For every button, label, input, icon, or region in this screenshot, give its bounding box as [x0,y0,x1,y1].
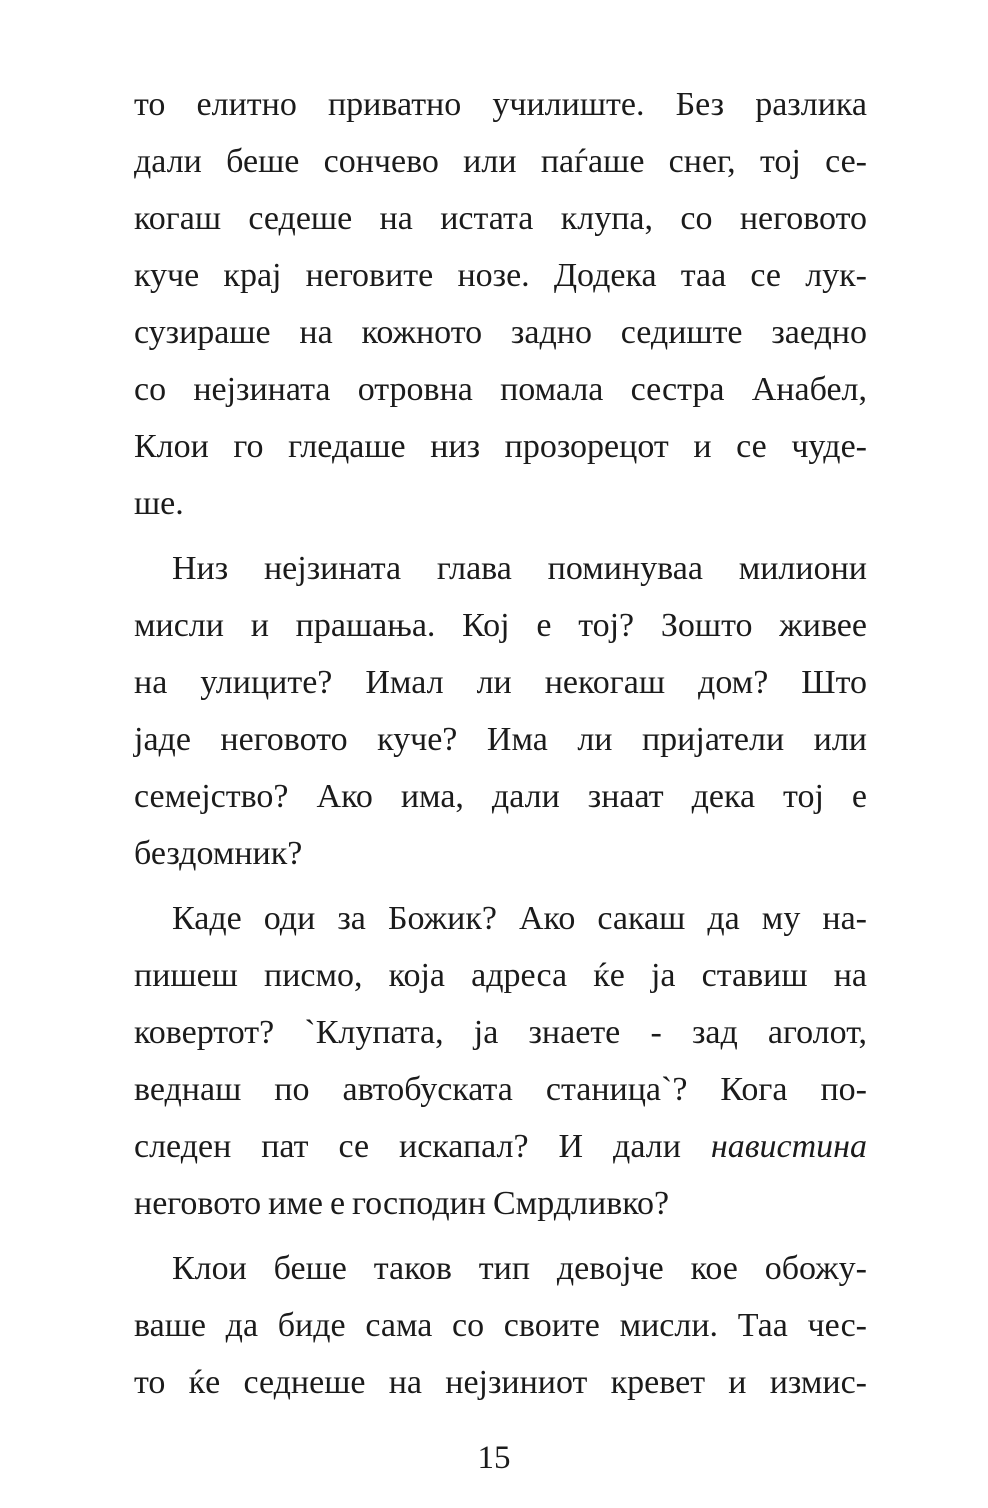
text-line [134,890,867,947]
text-line [134,711,867,768]
text-line [134,1297,867,1354]
text-line [134,1004,867,1061]
text-line [134,1354,867,1411]
text-line [134,475,867,532]
text-segment: неговото име е господин Смрдливко? [134,1185,670,1222]
text-segment: веднаш по автобуската станица`? Кога по- [134,1071,867,1108]
italic-text: навистина [710,1128,867,1165]
text-segment: ше. [134,485,184,522]
paragraph [134,1240,867,1411]
text-segment: ковертот? `Клупата, ја знаете - зад аголот, [134,1014,867,1051]
text-segment: следен пат се искапал? И дали [134,1128,711,1165]
text-line [134,1061,867,1118]
text-line [134,361,867,418]
text-line [134,304,867,361]
text-segment: со нејзината отровна помала сестра Анабел, [134,371,867,408]
text-segment: куче крај неговите нозе. Додека таа се лук- [134,257,867,294]
text-line [134,1175,867,1232]
text-segment: когаш седеше на истата клупа, со неговото [134,200,867,237]
text-segment: Клои го гледаше низ прозорецот и се чуде- [134,428,867,465]
text-line [134,768,867,825]
text-line [134,133,867,190]
text-line [134,947,867,1004]
text-segment: то елитно приватно училиште. Без разлика [134,86,867,123]
text-line [134,825,867,882]
paragraph [134,76,867,532]
text-segment: Низ нејзината глава поминуваа милиони [172,550,867,587]
text-segment: мисли и прашања. Кој е тој? Зошто живее [134,607,867,644]
text-line [134,418,867,475]
text-line [134,1240,867,1297]
text-line [134,540,867,597]
paragraph [134,540,867,882]
text-segment: сузираше на кожното задно седиште заедно [134,314,867,351]
text-line [134,76,867,133]
text-line [134,247,867,304]
text-segment: Клои беше таков тип девојче кое обожу- [172,1250,867,1287]
text-line [134,654,867,711]
text-segment: јаде неговото куче? Има ли пријатели или [134,721,867,758]
text-line [134,1118,867,1175]
text-segment: Каде оди за Божик? Ако сакаш да му на- [172,900,867,937]
text-segment: семејство? Ако има, дали знаат дека тој е [134,778,867,815]
text-segment: ваше да биде сама со своите мисли. Таа чес- [134,1307,867,1344]
page-number: 15 [477,1440,511,1476]
text-line [134,190,867,247]
text-segment: дали беше сончево или паѓаше снег, тој се- [134,143,867,180]
text-segment: то ќе седнеше на нејзиниот кревет и измис- [134,1364,867,1401]
text-segment: на улиците? Имал ли некогаш дом? Што [134,664,867,701]
page-text [134,76,867,1411]
text-line [134,597,867,654]
text-segment: пишеш писмо, која адреса ќе ја ставиш на [134,957,867,994]
text-segment: бездомник? [134,835,303,872]
paragraph [134,890,867,1232]
